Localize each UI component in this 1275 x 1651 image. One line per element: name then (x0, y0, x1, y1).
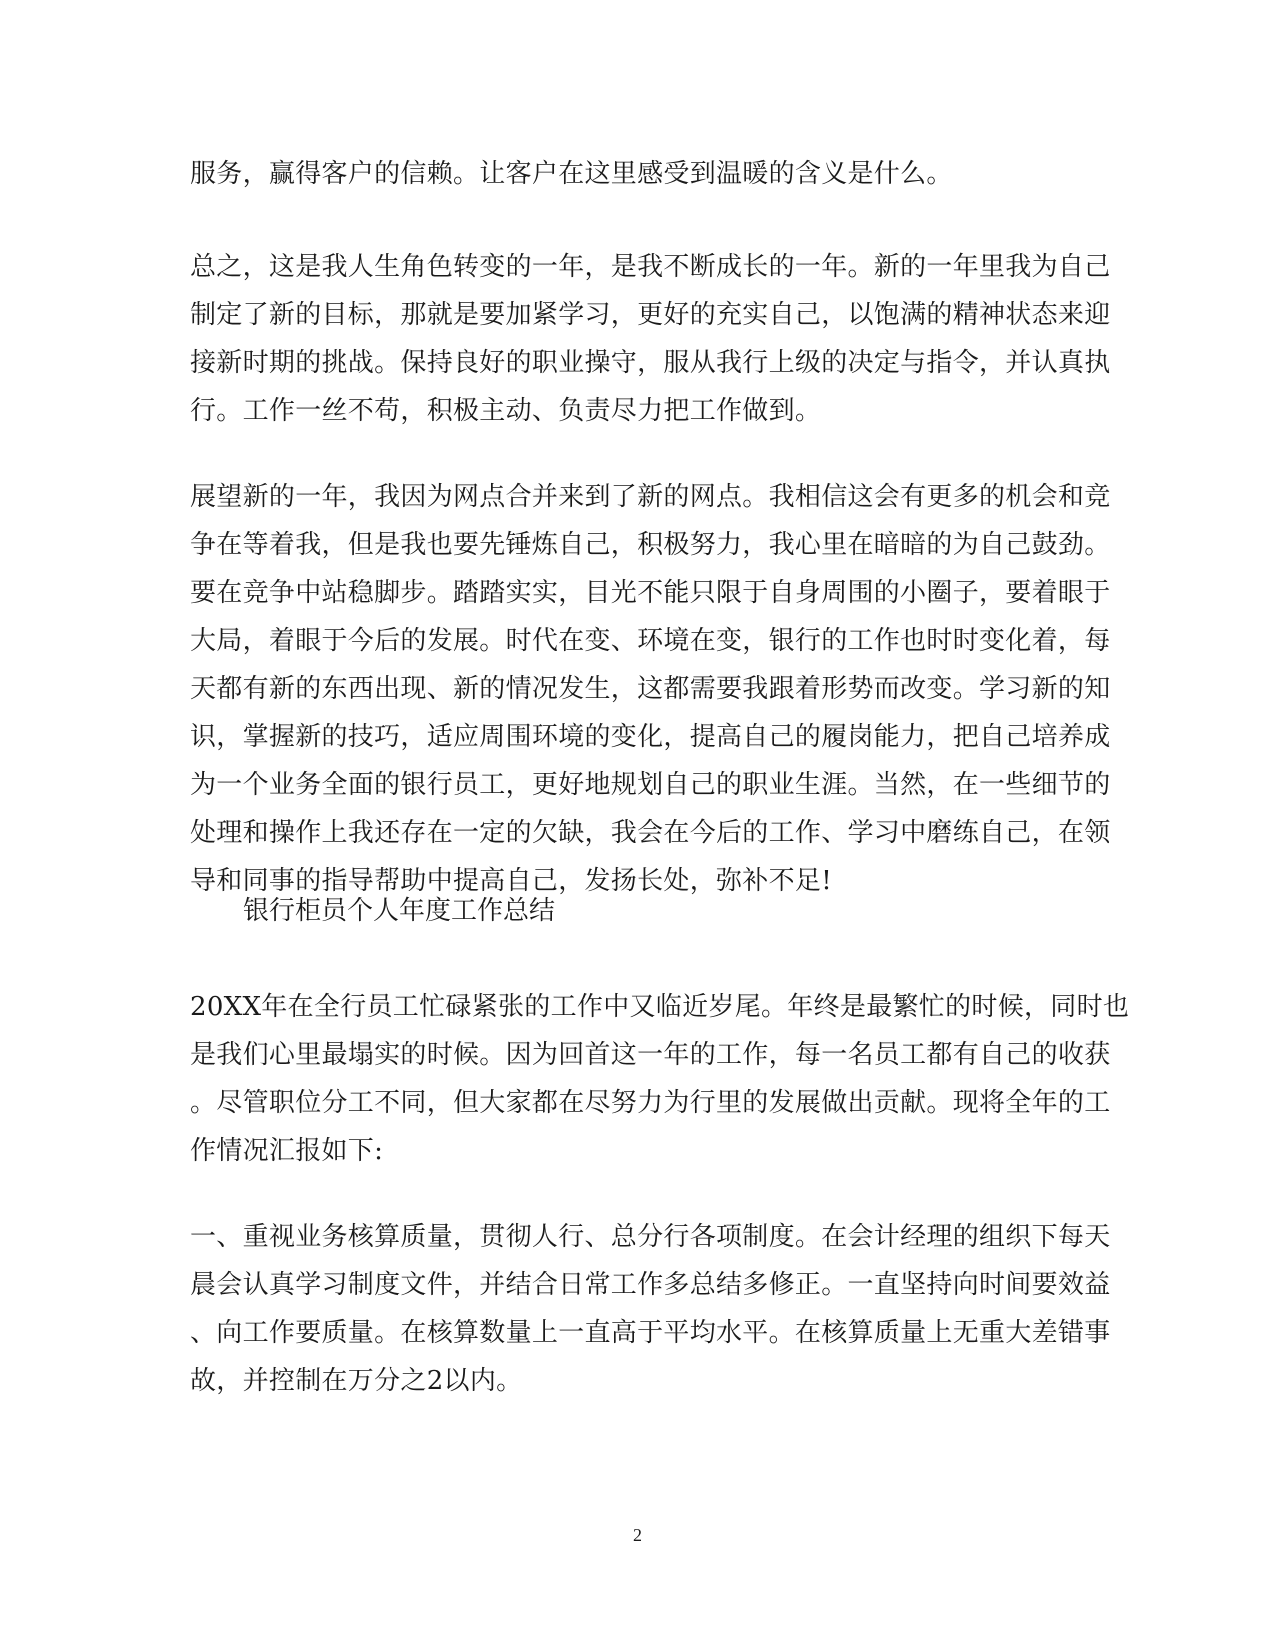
text-line: 20XX年在全行员工忙碌紧张的工作中又临近岁尾。年终是最繁忙的时候，同时也 (190, 992, 1130, 1022)
text-line: 争在等着我，但是我也要先锤炼自己，积极努力，我心里在暗暗的为自己鼓劲。 (190, 530, 1111, 560)
text-line: 展望新的一年，我因为网点合并来到了新的网点。我相信这会有更多的机会和竞 (190, 482, 1111, 512)
paragraph-role-change (190, 243, 1111, 435)
paragraph-year-end (190, 983, 1130, 1175)
paragraph-outlook (190, 473, 1111, 905)
text-line: 接新时期的挑战。保持良好的职业操守，服从我行上级的决定与指令，并认真执 (190, 348, 1111, 378)
text-line: 天都有新的东西出现、新的情况发生，这都需要我跟着形势而改变。学习新的知 (190, 674, 1111, 704)
text-line: 服务，赢得客户的信赖。让客户在这里感受到温暖的含义是什么。 (190, 159, 953, 189)
paragraph-accounting-quality (190, 1213, 1111, 1405)
text-line: 总之，这是我人生角色转变的一年，是我不断成长的一年。新的一年里我为自己 (190, 252, 1111, 282)
text-line: 处理和操作上我还存在一定的欠缺，我会在今后的工作、学习中磨练自己，在领 (190, 818, 1111, 848)
text-line: 故，并控制在万分之2以内。 (190, 1366, 523, 1396)
text-line: 为一个业务全面的银行员工，更好地规划自己的职业生涯。当然，在一些细节的 (190, 770, 1111, 800)
paragraph-service-trust (190, 150, 1070, 198)
text-line: 一、重视业务核算质量，贯彻人行、总分行各项制度。在会计经理的组织下每天 (190, 1222, 1111, 1252)
text-line: 作情况汇报如下: (190, 1136, 384, 1166)
text-line: 晨会认真学习制度文件，并结合日常工作多总结多修正。一直坚持向时间要效益 (190, 1270, 1111, 1300)
section-title: 银行柜员个人年度工作总结 (243, 896, 556, 926)
text-line: 是我们心里最塌实的时候。因为回首这一年的工作，每一名员工都有自己的收获 (190, 1040, 1111, 1070)
text-line: 行。工作一丝不苟，积极主动、负责尽力把工作做到。 (190, 396, 822, 426)
text-line: 、向工作要质量。在核算数量上一直高于平均水平。在核算质量上无重大差错事 (190, 1318, 1111, 1348)
text-line: 识，掌握新的技巧，适应周围环境的变化，提高自己的履岗能力，把自己培养成 (190, 722, 1111, 752)
text-line: 大局，着眼于今后的发展。时代在变、环境在变，银行的工作也时时变化着，每 (190, 626, 1111, 656)
text-line: 制定了新的目标，那就是要加紧学习，更好的充实自己，以饱满的精神状态来迎 (190, 300, 1111, 330)
text-line: 要在竞争中站稳脚步。踏踏实实，目光不能只限于自身周围的小圈子，要着眼于 (190, 578, 1111, 608)
page-number: 2 (633, 1525, 642, 1545)
text-line: 导和同事的指导帮助中提高自己，发扬长处，弥补不足! (190, 866, 832, 896)
text-line: 。尽管职位分工不同，但大家都在尽努力为行里的发展做出贡献。现将全年的工 (190, 1088, 1111, 1118)
